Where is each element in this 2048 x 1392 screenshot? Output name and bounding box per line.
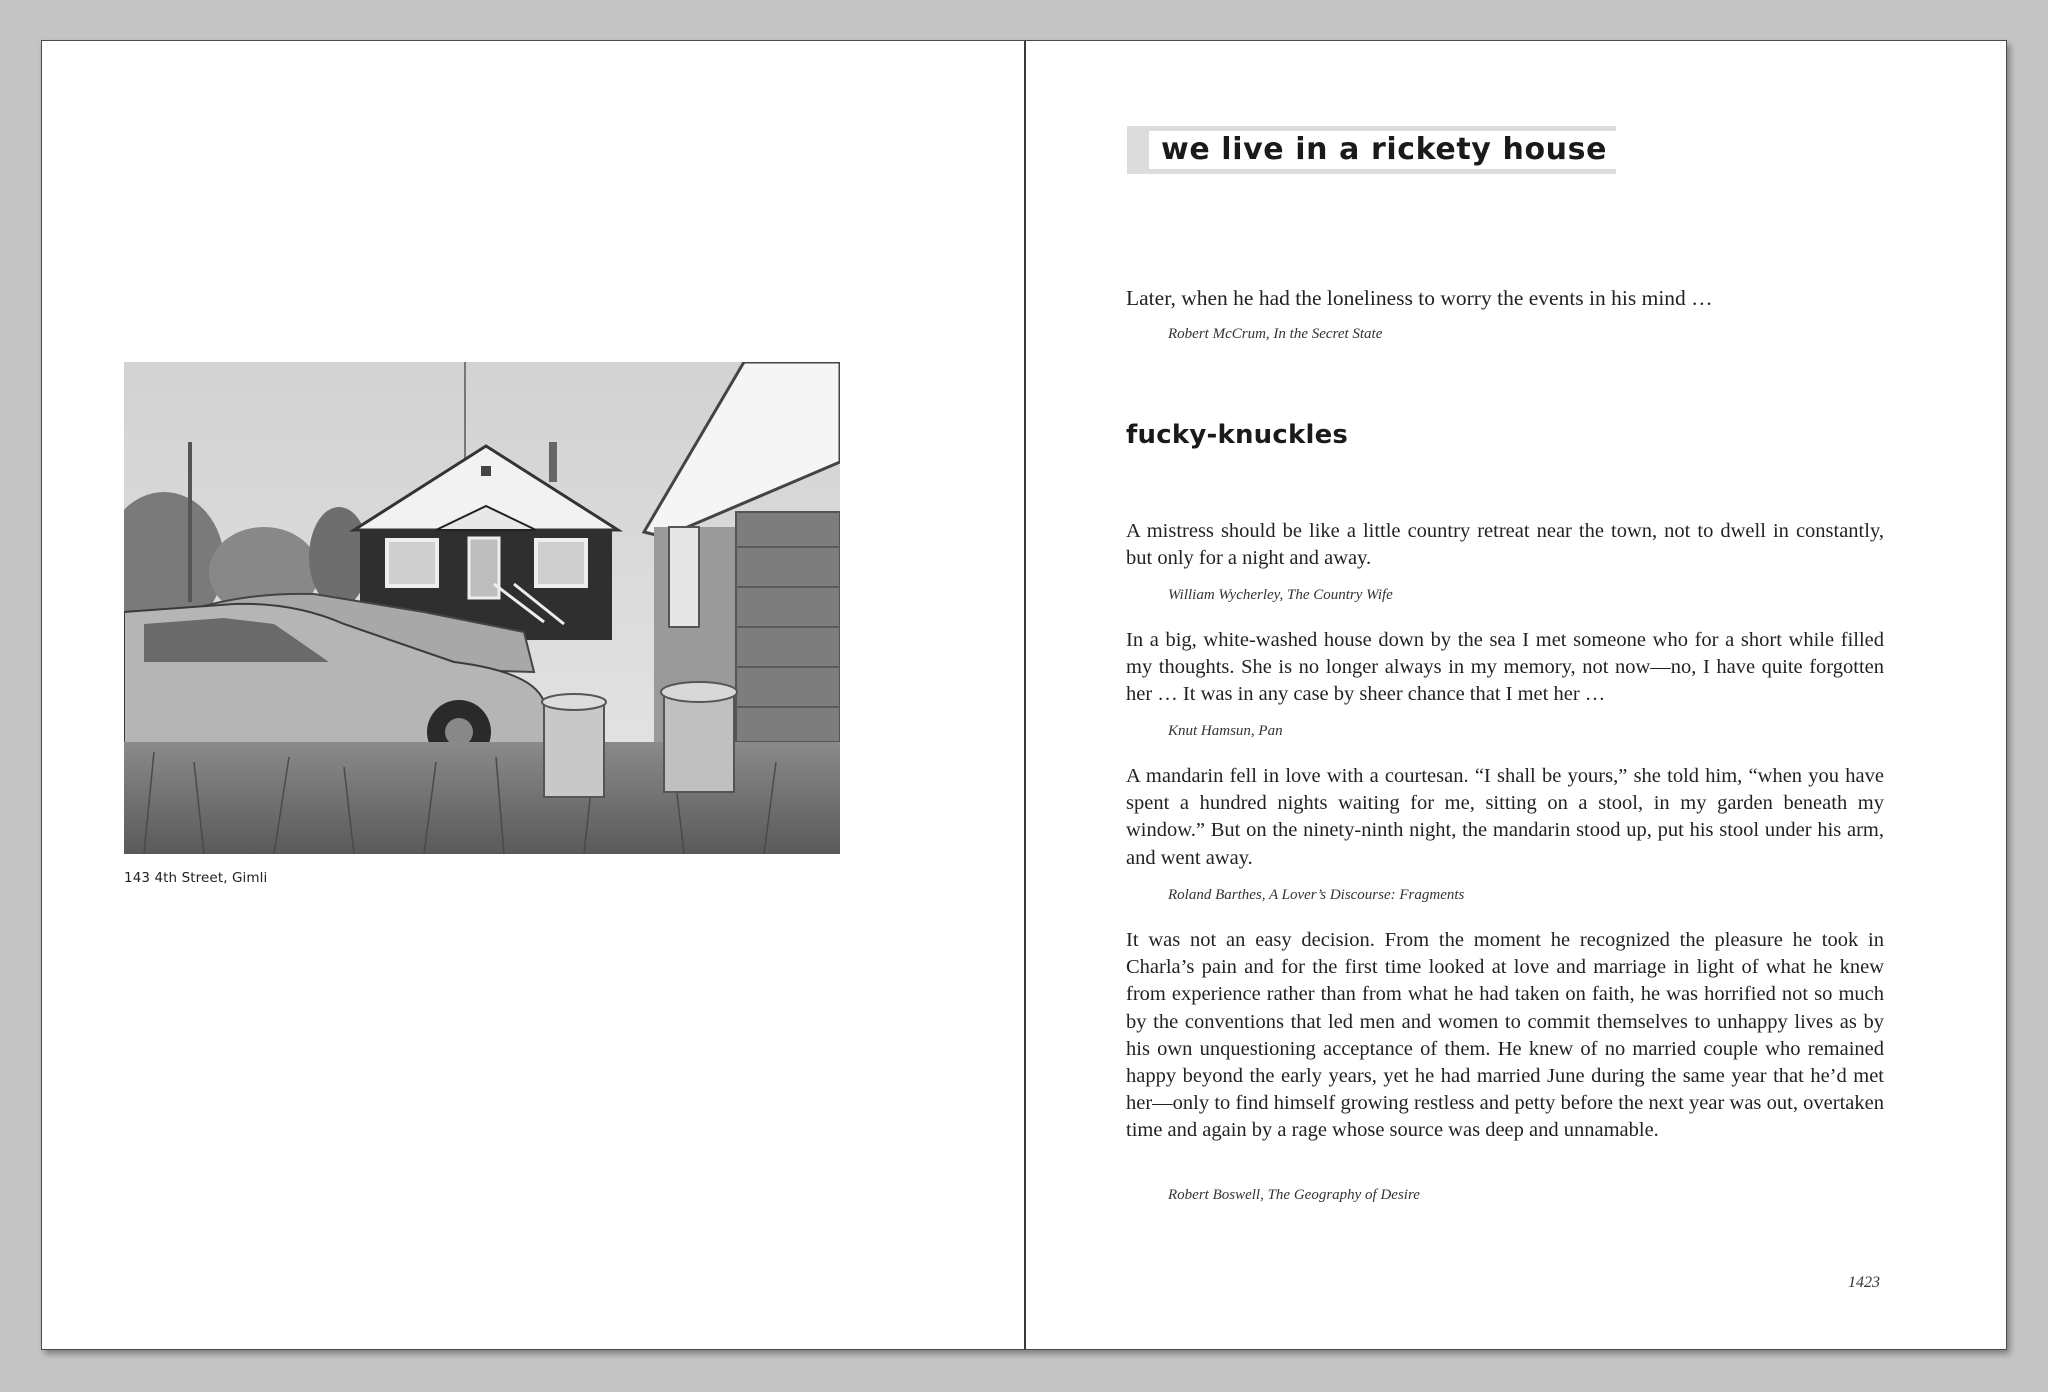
- quote-text: A mandarin fell in love with a courtesan. “I shall be yours,” she told him, “when you have spent a hundred nights waiting for me, sitting on a stool, in my garden beneath my window.” But on the ninety-ninth night, the mandarin stood up, put his stool under his arm, and went away.: [1126, 765, 1884, 869]
- quote-text: In a big, white-washed house down by the sea I met someone who for a short while filled my thoughts. She is no longer always in my memory, not now—no, I have quite forgotten her … It was in any case by sheer chance that I met her …: [1126, 629, 1884, 706]
- quote-attribution: Roland Barthes, A Lover’s Discourse: Fragments: [1168, 887, 1465, 903]
- epigraph-text: Later, when he had the loneliness to worry the events in his mind …: [1126, 286, 1713, 310]
- epigraph-attribution: Robert McCrum, In the Secret State: [1168, 326, 1383, 342]
- chapter-title: we live in a rickety house: [1149, 131, 1621, 169]
- quote-attribution: William Wycherley, The Country Wife: [1168, 587, 1393, 603]
- house-photo: [124, 362, 840, 854]
- page-number: 1423: [1848, 1274, 1880, 1291]
- photo-caption: 143 4th Street, Gimli: [124, 870, 268, 886]
- photo-house-cars-icon: [124, 362, 840, 854]
- quote-text: It was not an easy decision. From the moment he recognized the pleasure he took in Charla’s pain and for the first time looked at love and marriage in light of what he knew from experience rather than from what he had taken on faith, he was horrified not so much by the conventions that led men and women to commit themselves to unhappy lives as by his own unquestioning acceptance of them. He knew of no married couple who remained happy beyond the early years, yet he had married June during the same year that he’d met her—only to find himself growing restless and petty before the next year was out, overtaken time and again by a rage whose source was deep and unnamable.: [1126, 929, 1884, 1142]
- page-gutter: [1024, 41, 1026, 1349]
- section-heading: fucky-knuckles: [1126, 420, 1349, 450]
- quote-attribution: Robert Boswell, The Geography of Desire: [1168, 1187, 1420, 1203]
- quote-text: A mistress should be like a little country retreat near the town, not to dwell in constantly, but only for a night and away.: [1126, 520, 1884, 570]
- quote-attribution: Knut Hamsun, Pan: [1168, 723, 1283, 739]
